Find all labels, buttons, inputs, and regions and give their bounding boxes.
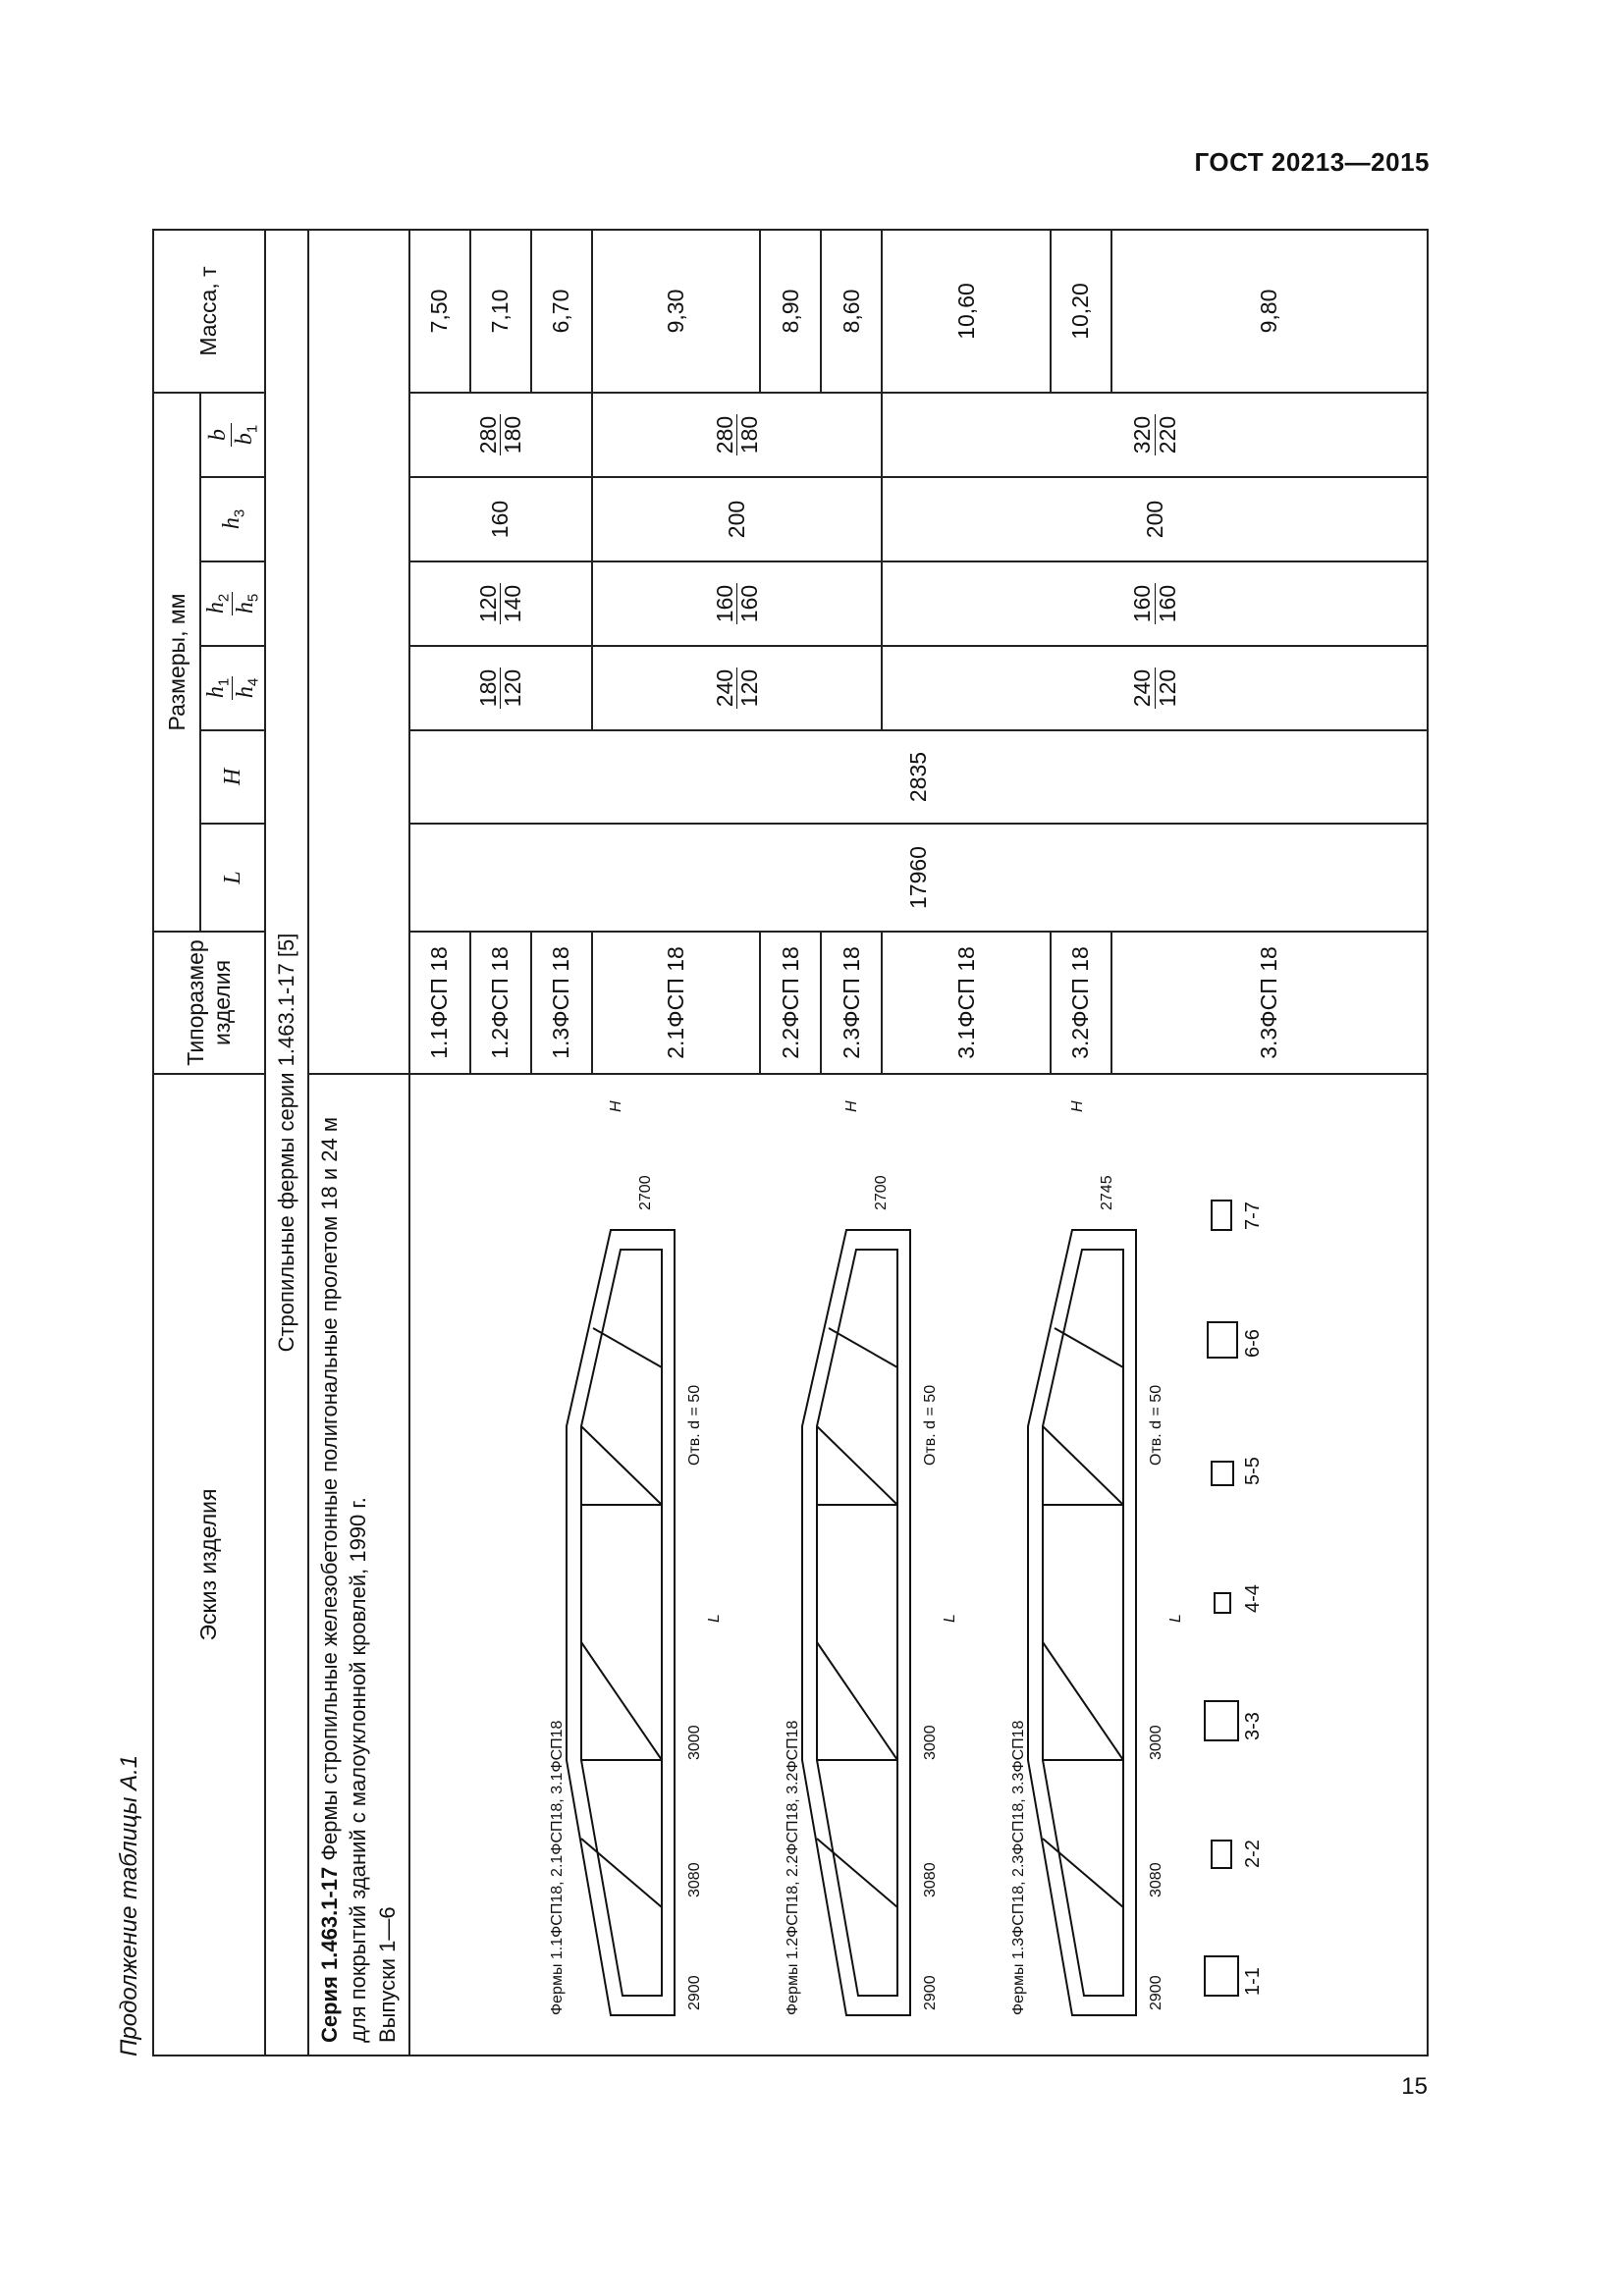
dim-3080-3: 3080 <box>1148 1862 1165 1897</box>
type-cell: 3.3ФСП 18 <box>1111 932 1428 1074</box>
H-label-2: H <box>843 1100 861 1112</box>
h1-h4-cell-2: 240 120 <box>592 646 883 730</box>
top-dim-2: 2700 <box>873 1175 891 1210</box>
H-header: H <box>200 730 265 824</box>
section-7-7: 7-7 <box>1242 1201 1265 1230</box>
H-cell: 2835 <box>409 730 1428 824</box>
mass-cell: 7,10 <box>470 230 531 393</box>
dim-3080-1: 3080 <box>686 1862 704 1897</box>
mass-cell: 7,50 <box>409 230 470 393</box>
L-cell: 17960 <box>409 824 1428 932</box>
h2-h5-cell-2: 160 160 <box>592 561 883 646</box>
b-b1-cell-1: 280 180 <box>409 393 592 477</box>
sketch-header: Эскиз изделия <box>153 1074 265 2056</box>
hole-label-3: Отв. d = 50 <box>1148 1384 1165 1466</box>
dim-2900-3: 2900 <box>1148 1975 1165 2010</box>
series-title-row <box>265 230 308 2056</box>
mass-cell: 9,30 <box>592 230 761 393</box>
section-4-4: 4-4 <box>1242 1584 1265 1613</box>
mass-cell: 10,20 <box>1051 230 1111 393</box>
type-cell: 2.1ФСП 18 <box>592 932 761 1074</box>
mass-cell: 6,70 <box>531 230 592 393</box>
products-table <box>152 229 1429 2056</box>
series-description: Серия 1.463.1-17 Фермы стропильные железобетонные полигональные пролетом 18 и 24 м для покрытий зданий с малоуклонной кровлей, 1990 г. Выпуски 1—6 <box>308 1074 409 2056</box>
mass-cell: 8,90 <box>760 230 821 393</box>
type-cell: 1.2ФСП 18 <box>470 932 531 1074</box>
standard-number: ГОСТ 20213—2015 <box>1194 147 1430 177</box>
mass-cell: 8,60 <box>821 230 882 393</box>
truss-title-1: Фермы 1.1ФСП18, 2.1ФСП18, 3.1ФСП18 <box>549 1720 567 2015</box>
truss-sketches <box>549 1073 1278 2055</box>
type-cell: 1.1ФСП 18 <box>409 932 470 1074</box>
table-row <box>409 230 470 2056</box>
type-cell: 3.2ФСП 18 <box>1051 932 1111 1074</box>
h1-h4-cell-1: 180 120 <box>409 646 592 730</box>
b-b1-cell-2: 280 180 <box>592 393 883 477</box>
dim-3000-1: 3000 <box>686 1725 704 1760</box>
sketch-cell <box>409 1074 1428 2056</box>
dim-2900-1: 2900 <box>686 1975 704 2010</box>
section-2-2: 2-2 <box>1242 1840 1265 1868</box>
mass-header: Масса, т <box>153 230 265 393</box>
type-cell: 1.3ФСП 18 <box>531 932 592 1074</box>
b-b1-cell-3: 320 220 <box>882 393 1428 477</box>
section-6-6: 6-6 <box>1242 1329 1265 1358</box>
section-1-1: 1-1 <box>1242 1967 1265 1996</box>
H-label-3: H <box>1069 1100 1087 1112</box>
L-header: L <box>200 824 265 932</box>
dim-3080-2: 3080 <box>922 1862 940 1897</box>
h1-h4-cell-3: 240 120 <box>882 646 1428 730</box>
truss-title-3: Фермы 1.3ФСП18, 2.3ФСП18, 3.3ФСП18 <box>1010 1720 1028 2015</box>
L-label-2: L <box>942 1614 959 1623</box>
dim-3000-2: 3000 <box>922 1725 940 1760</box>
truss-1 <box>567 1230 675 2015</box>
dim-2900-2: 2900 <box>922 1975 940 2010</box>
table-caption: Продолжение таблицы А.1 <box>116 1754 142 2056</box>
h3-header: $h_3$ <box>200 477 265 561</box>
truss-title-2: Фермы 1.2ФСП18, 2.2ФСП18, 3.2ФСП18 <box>785 1720 802 2015</box>
h3-cell-1: 160 <box>409 477 592 561</box>
mass-cell: 10,60 <box>882 230 1051 393</box>
H-label-1: H <box>608 1100 625 1112</box>
h3-cell-3: 200 <box>882 477 1428 561</box>
h1-h4-header: $h_1$ $h_4$ <box>200 646 265 730</box>
h2-h5-header: $h_2$ $h_5$ <box>200 561 265 646</box>
sizes-header: Размеры, мм <box>153 393 200 932</box>
series-title: Стропильные фермы серии 1.463.1-17 [5] <box>265 230 308 2056</box>
truss-3 <box>1028 1230 1136 2015</box>
L-label-3: L <box>1167 1614 1185 1623</box>
mass-cell: 9,80 <box>1111 230 1428 393</box>
section-5-5: 5-5 <box>1242 1457 1265 1485</box>
top-dim-1: 2700 <box>637 1175 655 1210</box>
rotated-table-wrapper <box>152 231 1429 2056</box>
L-label-1: L <box>706 1614 724 1623</box>
top-dim-3: 2745 <box>1099 1175 1116 1210</box>
header-row-1 <box>153 230 200 2056</box>
type-cell: 2.3ФСП 18 <box>821 932 882 1074</box>
type-header: Типоразмер изделия <box>153 932 265 1074</box>
truss-2 <box>802 1230 910 2015</box>
hole-label-2: Отв. d = 50 <box>922 1384 940 1466</box>
section-3-3: 3-3 <box>1242 1712 1265 1740</box>
hole-label-1: Отв. d = 50 <box>686 1384 704 1466</box>
h2-h5-cell-1: 120 140 <box>409 561 592 646</box>
h3-cell-2: 200 <box>592 477 883 561</box>
h2-h5-cell-3: 160 160 <box>882 561 1428 646</box>
dim-3000-3: 3000 <box>1148 1725 1165 1760</box>
b-b1-header: b $b_1$ <box>200 393 265 477</box>
type-cell: 2.2ФСП 18 <box>760 932 821 1074</box>
page-number: 15 <box>1401 2073 1428 2100</box>
series-desc-row <box>308 230 409 2056</box>
type-cell: 3.1ФСП 18 <box>882 932 1051 1074</box>
